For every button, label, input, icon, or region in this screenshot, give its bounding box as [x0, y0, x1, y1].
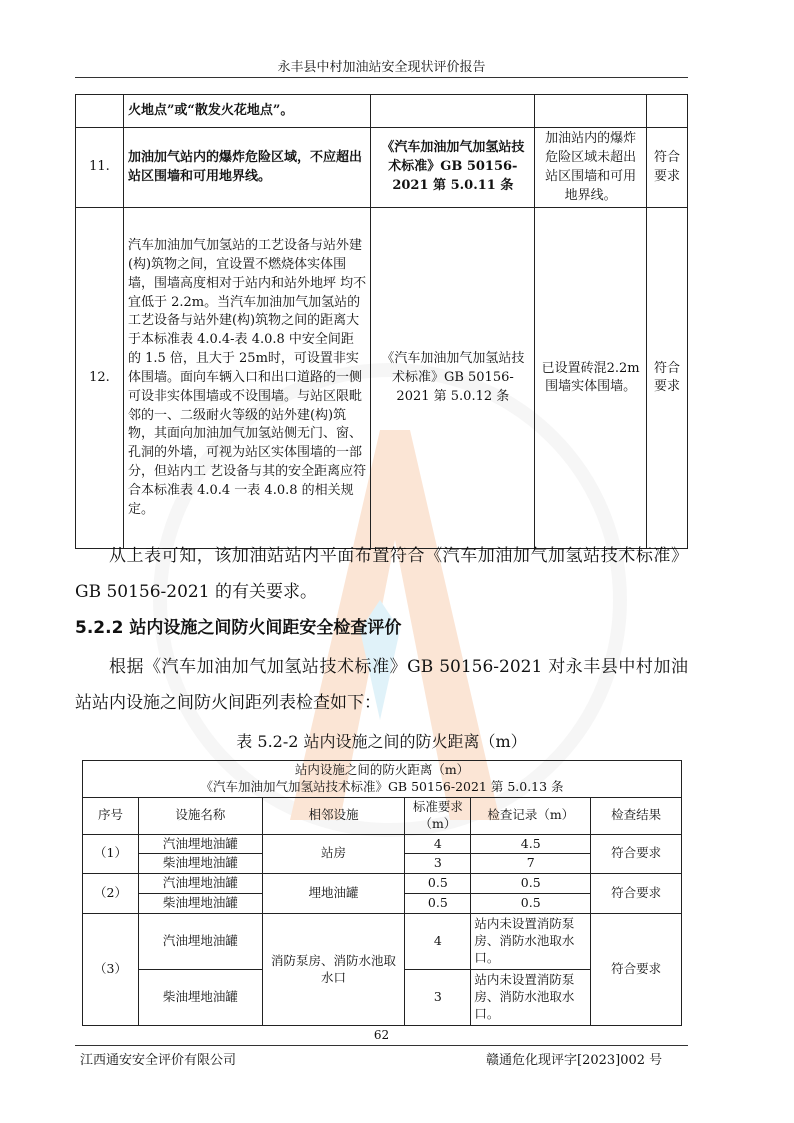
requirements-table	[75, 94, 688, 549]
table-cell: 汽油埋地油罐	[138, 914, 262, 970]
intro-paragraph: 根据《汽车加油加气加氢站技术标准》GB 50156-2021 对永丰县中村加油站站内设施之间防火间距列表检查如下：	[75, 657, 688, 713]
table-cell: 4	[405, 834, 471, 854]
table-cell: 符合要求	[591, 834, 682, 874]
table-cell: 《汽车加油加气加氢站技术标准》GB 50156-2021 第 5.0.11 条	[371, 128, 535, 208]
table-header-row	[83, 797, 682, 834]
table-cell: 符合要求	[591, 874, 682, 914]
table-cell: （3）	[83, 914, 139, 1026]
column-header: 检查记录（m）	[471, 797, 591, 834]
table-row	[83, 834, 682, 854]
table-cell: 埋地油罐	[262, 874, 405, 914]
table-cell: 已设置砖混2.2m 围墙实体围墙。	[535, 208, 647, 549]
table-cell: 火地点”或“散发火花地点”。	[123, 95, 371, 128]
table-title-line1: 站内设施之间的防火距离（m）	[294, 762, 470, 777]
column-header: 设施名称	[138, 797, 262, 834]
conclusion-paragraph: 从上表可知，该加油站站内平面布置符合《汽车加油加气加氢站技术标准》GB 50156-2021 的有关要求。	[75, 546, 688, 602]
table-cell: 加油加气站内的爆炸危险区域，不应超出站区围墙和可用地界线。	[123, 128, 371, 208]
section-heading: 5.2.2 站内设施之间防火间距安全检查评价	[75, 618, 402, 638]
column-header: 检查结果	[591, 797, 682, 834]
table-cell: （1）	[83, 834, 139, 874]
table-cell: 4.5	[471, 834, 591, 854]
footer-report-number: 赣通危化现评字[2023]002 号	[486, 1053, 663, 1068]
table-cell: 0.5	[471, 874, 591, 894]
table-caption: 表 5.2-2 站内设施之间的防火距离（m）	[236, 732, 527, 751]
table-title-line2: 《汽车加油加气加氢站技术标准》GB 50156-2021 第 5.0.13 条	[200, 778, 564, 794]
table-title-row	[83, 761, 682, 798]
table-cell: 消防泵房、消防水池取水口	[262, 914, 405, 1026]
table-cell	[76, 95, 124, 128]
table-cell	[647, 95, 688, 128]
column-header: 相邻设施	[262, 797, 405, 834]
table-cell: 3	[405, 854, 471, 874]
table-cell: 符合要求	[647, 208, 688, 549]
table-cell: 汽油埋地油罐	[138, 834, 262, 854]
column-header: 标准要求（m）	[405, 797, 471, 834]
table-cell	[371, 95, 535, 128]
table-cell: 站房	[262, 834, 405, 874]
table-row	[76, 128, 688, 208]
header-divider	[75, 77, 688, 78]
table-cell: 12.	[76, 208, 124, 549]
table-cell: 站内未设置消防泵房、消防水池取水口。	[471, 914, 591, 970]
table-title	[83, 761, 682, 798]
table-cell: 柴油埋地油罐	[138, 854, 262, 874]
table-cell: 符合要求	[591, 914, 682, 1026]
table-cell	[535, 95, 647, 128]
table-row	[83, 874, 682, 894]
fire-distance-table	[82, 760, 682, 1026]
table-cell: 加油站内的爆炸危险区域未超出站区围墙和可用地界线。	[535, 128, 647, 208]
table-cell: 柴油埋地油罐	[138, 894, 262, 914]
table-cell: 11.	[76, 128, 124, 208]
table-cell: 0.5	[405, 894, 471, 914]
table-cell: 站内未设置消防泵房、消防水池取水口。	[471, 970, 591, 1026]
table-cell: 3	[405, 970, 471, 1026]
page-header: 永丰县中村加油站安全现状评价报告	[277, 60, 486, 75]
footer-company: 江西通安安全评价有限公司	[80, 1053, 237, 1068]
table-cell: 4	[405, 914, 471, 970]
table-cell: 汽车加油加气加氢站的工艺设备与站外建(构)筑物之间，宜设置不燃烧体实体围墙，围墙高度相对于站内和站外地坪 均不宜低于 2.2m。当汽车加油加气加氢站的工艺设备与站外建(构)筑物之间的距离大于本标准表 4.0.4-表 4.0.8 中安全间距的 1.5 倍，且大于 25m时，可设置非实体围墙。面向车辆入口和出口道路的一侧可设非实体围墙或不设围墙。与站区限毗邻的一、二级耐火等级的站外建(构)筑物，其面向加油加气加氢站侧无门、窗、孔洞的外墙，可视为站区实体围墙的一部分，但站内工 艺设备与其的安全距离应符合本标准表 4.0.4 一表 4.0.8 的相关规定。	[123, 208, 371, 549]
footer-divider	[75, 1045, 688, 1046]
table-cell: 0.5	[405, 874, 471, 894]
table-row	[83, 914, 682, 970]
column-header: 序号	[83, 797, 139, 834]
table-cell: 《汽车加油加气加氢站技术标准》GB 50156-2021 第 5.0.12 条	[371, 208, 535, 549]
page-number: 62	[373, 1028, 390, 1042]
table-cell: 符合要求	[647, 128, 688, 208]
table-cell: 汽油埋地油罐	[138, 874, 262, 894]
table-cell: 0.5	[471, 894, 591, 914]
table-cell: （2）	[83, 874, 139, 914]
table-row	[76, 95, 688, 128]
table-cell: 7	[471, 854, 591, 874]
table-cell: 柴油埋地油罐	[138, 970, 262, 1026]
table-row	[76, 208, 688, 549]
